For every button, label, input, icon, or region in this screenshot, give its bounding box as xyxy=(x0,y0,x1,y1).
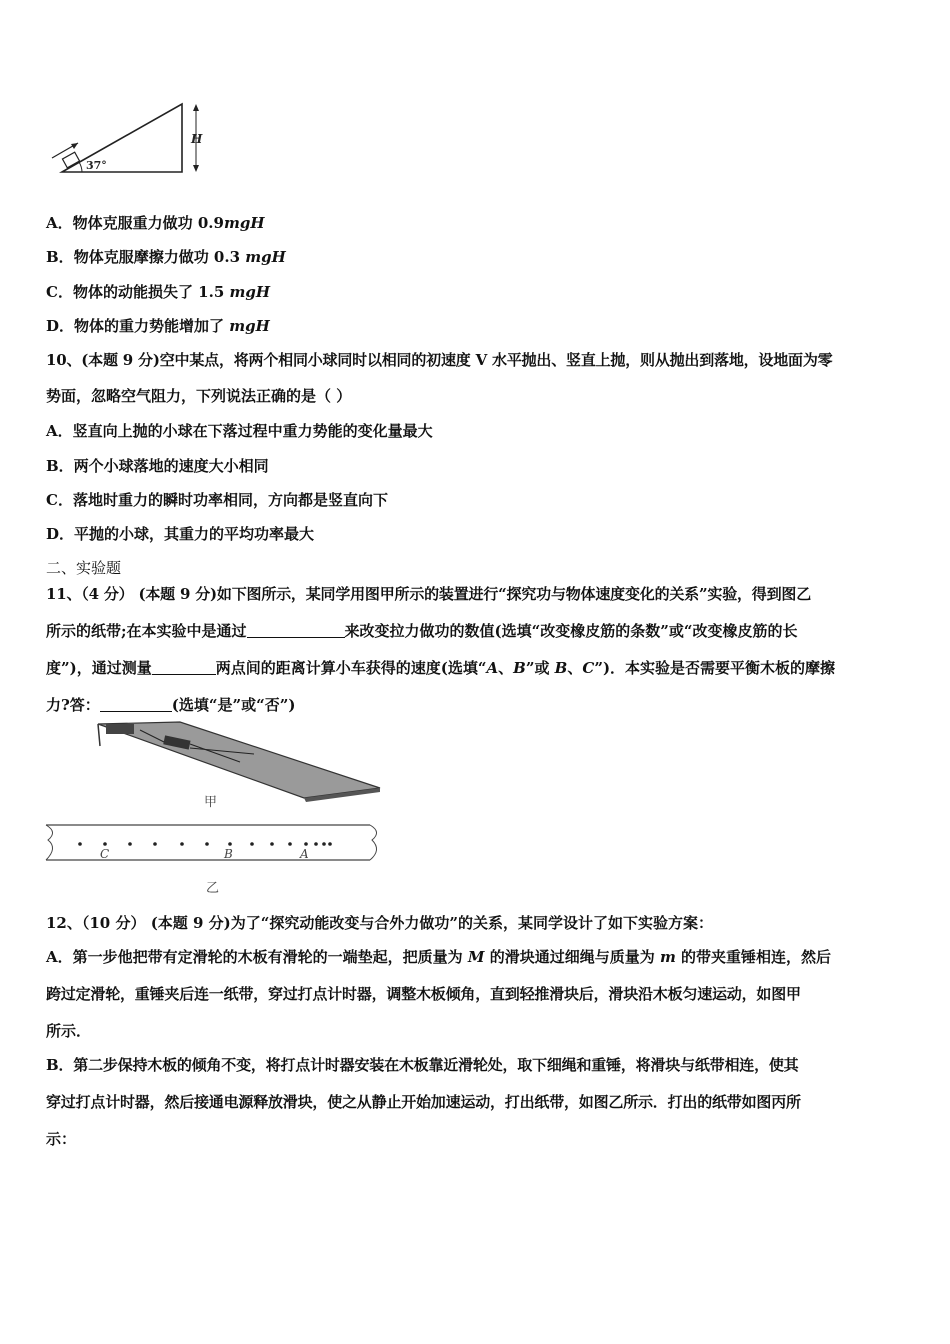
answer-blank-1[interactable] xyxy=(247,636,345,638)
q11-apparatus-figure xyxy=(44,718,384,898)
answer-blank-2[interactable] xyxy=(152,673,216,675)
q9-option-d: D．物体的重力势能增加了 mgH xyxy=(46,317,270,335)
q12-step-a-line1: A．第一步他把带有定滑轮的木板有滑轮的一端垫起，把质量为 M 的滑块通过细绳与质量为 m 的带夹重锤相连，然后 xyxy=(46,948,832,966)
incline-figure xyxy=(44,100,214,180)
q12-step-b-line3: 示： xyxy=(46,1130,77,1148)
tape-label-a: A xyxy=(300,847,309,861)
section-title: 二、实验题 xyxy=(46,559,122,577)
fig-label-yi: 乙 xyxy=(206,881,220,896)
q9-option-b: B．物体克服摩擦力做功 0.3 mgH xyxy=(46,248,286,266)
block xyxy=(62,152,79,168)
q12-step-b-line1: B．第二步保持木板的倾角不变，将打点计时器安装在木板靠近滑轮处，取下细绳和重锤，将滑块与纸带相连，使其 xyxy=(46,1056,799,1074)
q12-step-a-line2: 跨过定滑轮，重锤夹后连一纸带，穿过打点计时器，调整木板倾角，直到轻推滑块后，滑块沿木板匀速运动，如图甲 xyxy=(46,985,801,1003)
q12-stem: 12、（10 分） (本题 9 分)为了“探究动能改变与合外力做功”的关系，某同学设计了如下实验方案： xyxy=(46,914,714,932)
q10-option-c: C．落地时重力的瞬时功率相同，方向都是竖直向下 xyxy=(46,491,388,509)
fig-label-jia: 甲 xyxy=(204,795,218,810)
q10-option-d: D．平抛的小球，其重力的平均功率最大 xyxy=(46,525,315,543)
q12-step-a-line3: 所示． xyxy=(46,1022,92,1040)
timer xyxy=(106,724,134,734)
height-label: H xyxy=(191,132,203,146)
q10-option-a: A．竖直向上抛的小球在下落过程中重力势能的变化量最大 xyxy=(46,422,433,440)
q11-stem-line2: 所示的纸带;在本实验中是通过 来改变拉力做功的数值(选填“改变橡皮筋的条数”或“改变橡皮筋的长 xyxy=(46,622,798,640)
angle-arc xyxy=(79,162,82,172)
q9-option-a: A．物体克服重力做功 0.9mgH xyxy=(46,214,265,232)
q12-step-b-line2: 穿过打点计时器，然后接通电源释放滑块，使之从静止开始加速运动，打出纸带，如图乙所示．打出的纸带如图丙所 xyxy=(46,1093,801,1111)
wooden-board xyxy=(98,722,380,798)
q9-option-c: C．物体的动能损失了 1.5 mgH xyxy=(46,283,271,301)
q11-stem-line4: 力?答： (选填“是”或“否”) xyxy=(46,696,296,714)
paper-tape xyxy=(46,825,377,861)
tape-label-c: C xyxy=(100,847,110,861)
q10-stem-line1: 10、(本题 9 分)空中某点，将两个相同小球同时以相同的初速度 V 水平抛出、竖直上抛，则从抛出到落地，设地面为零 xyxy=(46,351,833,369)
q10-stem-line2: 势面，忽略空气阻力，下列说法正确的是（ ） xyxy=(46,387,352,405)
answer-blank-3[interactable] xyxy=(100,710,172,712)
q11-stem-line3: 度”)，通过测量 两点间的距离计算小车获得的速度(选填“A、B”或 B、C”)．本实验是否需要平衡木板的摩擦 xyxy=(46,659,836,677)
tape-dots xyxy=(78,842,332,846)
angle-label: 37° xyxy=(86,159,107,172)
tape-label-b: B xyxy=(224,847,233,861)
q11-stem-line1: 11、（4 分） (本题 9 分)如下图所示，某同学用图甲所示的装置进行“探究功与物体速度变化的关系”实验，得到图乙 xyxy=(46,585,811,603)
incline-triangle xyxy=(62,104,182,172)
q10-option-b: B．两个小球落地的速度大小相同 xyxy=(46,457,269,475)
